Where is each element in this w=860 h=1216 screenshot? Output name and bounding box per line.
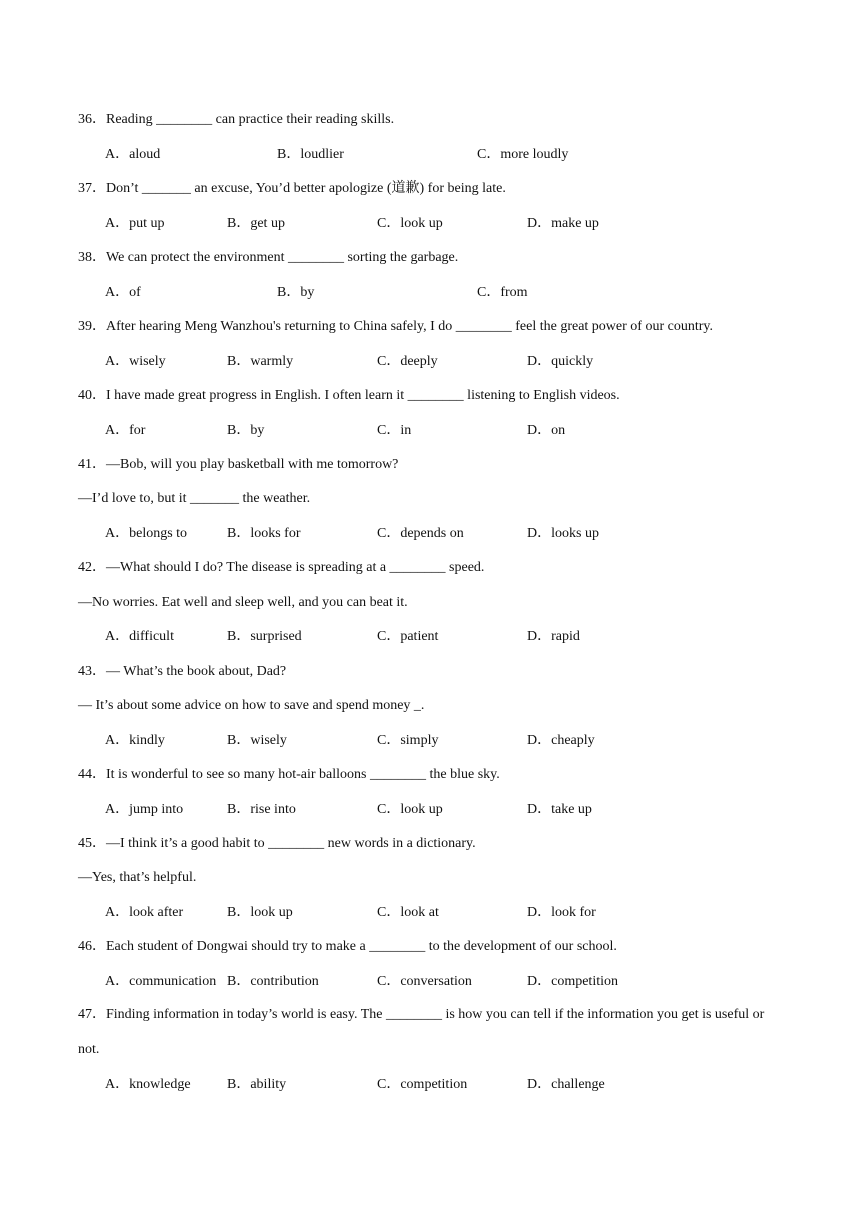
- question-43-stem: 43．— What’s the book about, Dad?: [78, 664, 287, 679]
- question-38-stem: 38．We can protect the environment ________ sorting the garbage.: [78, 250, 459, 265]
- option-a[interactable]: A．look after: [105, 905, 184, 920]
- option-a[interactable]: A．difficult: [105, 629, 174, 644]
- option-c[interactable]: C．deeply: [377, 354, 438, 369]
- option-a[interactable]: A．for: [105, 423, 146, 438]
- option-b[interactable]: B．get up: [227, 216, 285, 231]
- option-d[interactable]: D．quickly: [527, 354, 594, 369]
- question-41-stem: 41．—Bob, will you play basketball with me tomorrow?: [78, 457, 399, 472]
- option-a[interactable]: A．put up: [105, 216, 165, 231]
- option-a[interactable]: A．kindly: [105, 733, 165, 748]
- option-c[interactable]: C．in: [377, 423, 412, 438]
- question-40-stem: 40．I have made great progress in English. I often learn it ________ listening to English videos.: [78, 388, 620, 403]
- option-d[interactable]: D．make up: [527, 216, 599, 231]
- option-d[interactable]: D．looks up: [527, 526, 599, 541]
- option-d[interactable]: D．take up: [527, 802, 592, 817]
- question-44-stem: 44．It is wonderful to see so many hot-air balloons ________ the blue sky.: [78, 767, 500, 782]
- option-a[interactable]: A．wisely: [105, 354, 166, 369]
- option-b[interactable]: B．rise into: [227, 802, 296, 817]
- question-42-stem: 42．—What should I do? The disease is spreading at a ________ speed.: [78, 560, 485, 575]
- option-c[interactable]: C．competition: [377, 1077, 468, 1092]
- question-47-stem: 47．Finding information in today’s world is easy. The ________ is how you can tell if the information you get is useful or not.: [78, 1007, 765, 1057]
- question-36-stem: 36．Reading ________ can practice their reading skills.: [78, 112, 395, 127]
- option-b[interactable]: B．loudlier: [277, 147, 344, 162]
- option-c[interactable]: C．look up: [377, 802, 443, 817]
- option-a[interactable]: A．aloud: [105, 147, 161, 162]
- option-b[interactable]: B．looks for: [227, 526, 301, 541]
- option-c[interactable]: C．depends on: [377, 526, 464, 541]
- option-d[interactable]: D．look for: [527, 905, 596, 920]
- option-a[interactable]: A．communication: [105, 974, 217, 989]
- option-c[interactable]: C．simply: [377, 733, 439, 748]
- option-b[interactable]: B．ability: [227, 1077, 287, 1092]
- option-d[interactable]: D．competition: [527, 974, 618, 989]
- option-d[interactable]: D．challenge: [527, 1077, 605, 1092]
- option-b[interactable]: B．wisely: [227, 733, 287, 748]
- option-c[interactable]: C．from: [477, 285, 528, 300]
- question-42-reply: —No worries. Eat well and sleep well, and you can beat it.: [78, 595, 408, 610]
- option-d[interactable]: D．rapid: [527, 629, 580, 644]
- option-c[interactable]: C．more loudly: [477, 147, 569, 162]
- option-b[interactable]: B．by: [227, 423, 265, 438]
- option-a[interactable]: A．of: [105, 285, 141, 300]
- option-b[interactable]: B．contribution: [227, 974, 319, 989]
- option-b[interactable]: B．by: [277, 285, 315, 300]
- question-39-stem: 39．After hearing Meng Wanzhou's returning to China safely, I do ________ feel the great power of our country.: [78, 319, 713, 334]
- question-45-reply: —Yes, that’s helpful.: [78, 870, 197, 885]
- option-a[interactable]: A．jump into: [105, 802, 184, 817]
- option-c[interactable]: C．patient: [377, 629, 439, 644]
- option-c[interactable]: C．look up: [377, 216, 443, 231]
- option-c[interactable]: C．look at: [377, 905, 439, 920]
- question-46-stem: 46．Each student of Dongwai should try to make a ________ to the development of our school.: [78, 939, 617, 954]
- option-b[interactable]: B．warmly: [227, 354, 294, 369]
- option-d[interactable]: D．cheaply: [527, 733, 595, 748]
- option-a[interactable]: A．belongs to: [105, 526, 188, 541]
- option-b[interactable]: B．surprised: [227, 629, 302, 644]
- option-b[interactable]: B．look up: [227, 905, 293, 920]
- option-c[interactable]: C．conversation: [377, 974, 472, 989]
- question-43-reply: — It’s about some advice on how to save and spend money _.: [78, 698, 425, 713]
- question-45-stem: 45．—I think it’s a good habit to ________ new words in a dictionary.: [78, 836, 476, 851]
- option-a[interactable]: A．knowledge: [105, 1077, 191, 1092]
- option-d[interactable]: D．on: [527, 423, 566, 438]
- question-41-reply: —I’d love to, but it _______ the weather.: [78, 491, 311, 506]
- question-37-stem: 37．Don’t _______ an excuse, You’d better apologize (道歉) for being late.: [78, 181, 506, 196]
